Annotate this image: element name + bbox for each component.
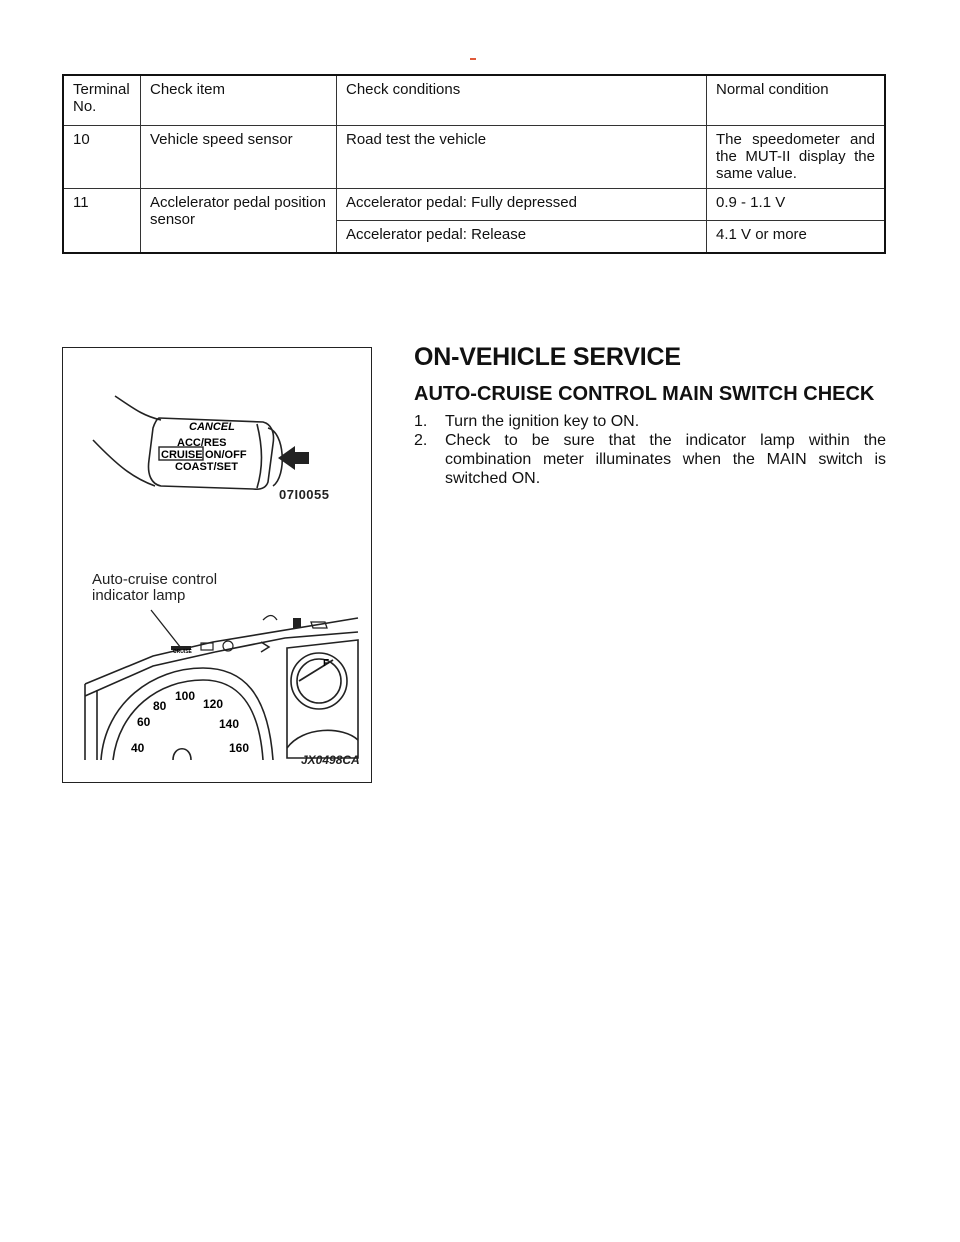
callout-line-1: Auto-cruise control: [92, 571, 218, 588]
cell-check-item: Acclelerator pedal position sensor: [141, 189, 337, 254]
step-number: 1.: [414, 413, 428, 430]
list-item: [414, 431, 886, 488]
header-check-conditions: Check conditions: [337, 75, 707, 126]
check-table: [62, 74, 886, 254]
table-header-row: [63, 75, 885, 126]
step-text: Turn the ignition key to ON.: [445, 413, 640, 430]
table-row: [63, 189, 885, 221]
switch-label-cruise: CRUISE: [161, 449, 203, 461]
cell-normal-condition: 0.9 - 1.1 V: [707, 189, 886, 221]
switch-label-acc-res: ACC/RES: [177, 437, 227, 449]
cell-normal-condition: The speedometer and the MUT-II display the same value.: [707, 126, 886, 189]
small-cruise-label: CRUISE: [173, 649, 192, 655]
turn-signal-icon: [261, 642, 269, 652]
header-normal-condition: Normal condition: [707, 75, 886, 126]
switch-label-coast-set: COAST/SET: [175, 461, 238, 473]
combination-meter-illustration: [85, 618, 358, 760]
callout-line-2: indicator lamp: [92, 587, 186, 604]
speed-label-140: 140: [219, 717, 240, 731]
cell-check-item: Vehicle speed sensor: [141, 126, 337, 189]
cell-terminal: 11: [63, 189, 141, 254]
switch-label-on-off: ON/OFF: [205, 449, 247, 461]
callout-leader-line: [151, 610, 181, 648]
fuel-full-label: F: [323, 658, 330, 669]
indicator-callout: [92, 572, 217, 604]
cell-terminal: 10: [63, 126, 141, 189]
cell-check-condition: Road test the vehicle: [337, 126, 707, 189]
cell-normal-condition: 4.1 V or more: [707, 221, 886, 254]
step-number: 2.: [414, 432, 428, 449]
illustration-frame: [62, 347, 372, 783]
header-terminal: Terminal No.: [63, 75, 141, 126]
switch-label-cancel: CANCEL: [189, 421, 235, 433]
speed-label-160: 160: [229, 741, 250, 755]
illustration-drawing: [63, 348, 371, 782]
section-title: ON-VEHICLE SERVICE: [414, 343, 681, 371]
page-top-mark: [470, 58, 476, 60]
step-text: Check to be sure that the indicator lamp within the combination meter illuminates when the MAIN switch is switched ON.: [445, 432, 886, 487]
header-check-item: Check item: [141, 75, 337, 126]
speed-label-120: 120: [203, 697, 224, 711]
table-row: [63, 126, 885, 189]
cell-check-condition: Accelerator pedal: Fully depressed: [337, 189, 707, 221]
cell-check-condition: Accelerator pedal: Release: [337, 221, 707, 254]
oil-pressure-icon: [263, 616, 277, 621]
speed-label-100: 100: [175, 689, 196, 703]
speed-label-60: 60: [137, 715, 151, 729]
speed-label-40: 40: [131, 741, 145, 755]
fuel-pump-icon: [293, 618, 301, 628]
image-code-2: JX0498CA: [301, 753, 360, 767]
subsection-title: AUTO-CRUISE CONTROL MAIN SWITCH CHECK: [414, 383, 875, 405]
speed-label-80: 80: [153, 699, 167, 713]
procedure-steps: [414, 412, 886, 488]
list-item: [414, 412, 886, 431]
image-code-1: 07I0055: [279, 487, 330, 502]
